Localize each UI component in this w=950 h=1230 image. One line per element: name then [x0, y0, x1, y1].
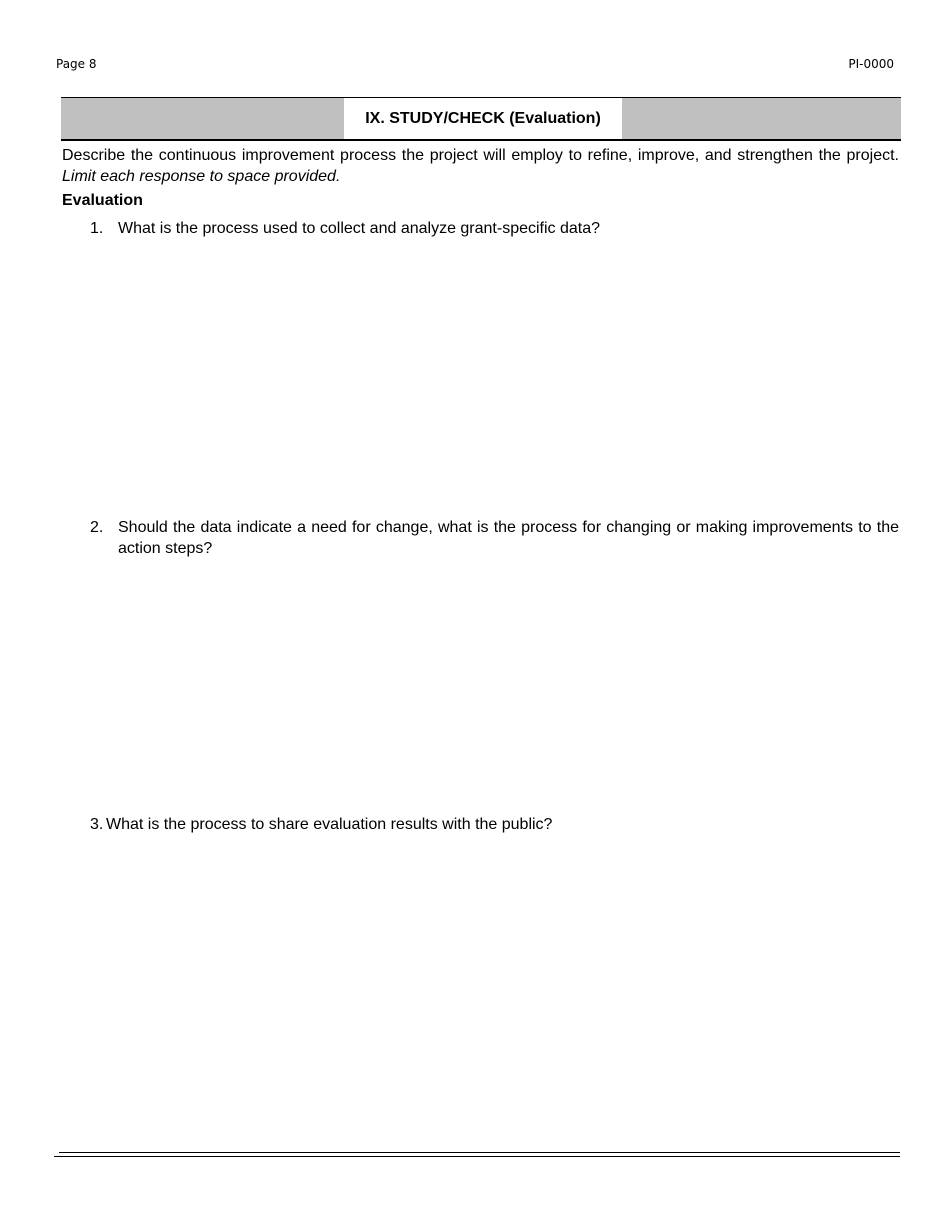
section-intro	[62, 145, 899, 187]
question-2	[90, 517, 899, 559]
question-1	[90, 218, 899, 239]
question-text: What is the process used to collect and analyze grant-specific data?	[118, 220, 601, 237]
footer-rule-bottom	[54, 1156, 900, 1157]
intro-text: Describe the continuous improvement process the project will employ to refine, improve, and strengthen the project.	[62, 147, 899, 164]
form-id: PI-0000	[848, 57, 894, 71]
page-number: Page 8	[56, 57, 97, 71]
evaluation-subheading: Evaluation	[62, 192, 143, 209]
intro-instruction: Limit each response to space provided.	[62, 168, 341, 185]
question-3	[90, 814, 899, 835]
header-divider	[61, 140, 901, 141]
footer-rule-top	[59, 1152, 900, 1153]
question-text: What is the process to share evaluation results with the public?	[106, 816, 553, 833]
section-title: IX. STUDY/CHECK (Evaluation)	[344, 98, 622, 139]
section-header-bar	[61, 97, 901, 140]
question-number: 3.	[90, 816, 104, 833]
question-number: 2.	[90, 519, 104, 536]
question-number: 1.	[90, 220, 104, 237]
question-text: Should the data indicate a need for change, what is the process for changing or making improvements to the action steps?	[118, 519, 899, 557]
